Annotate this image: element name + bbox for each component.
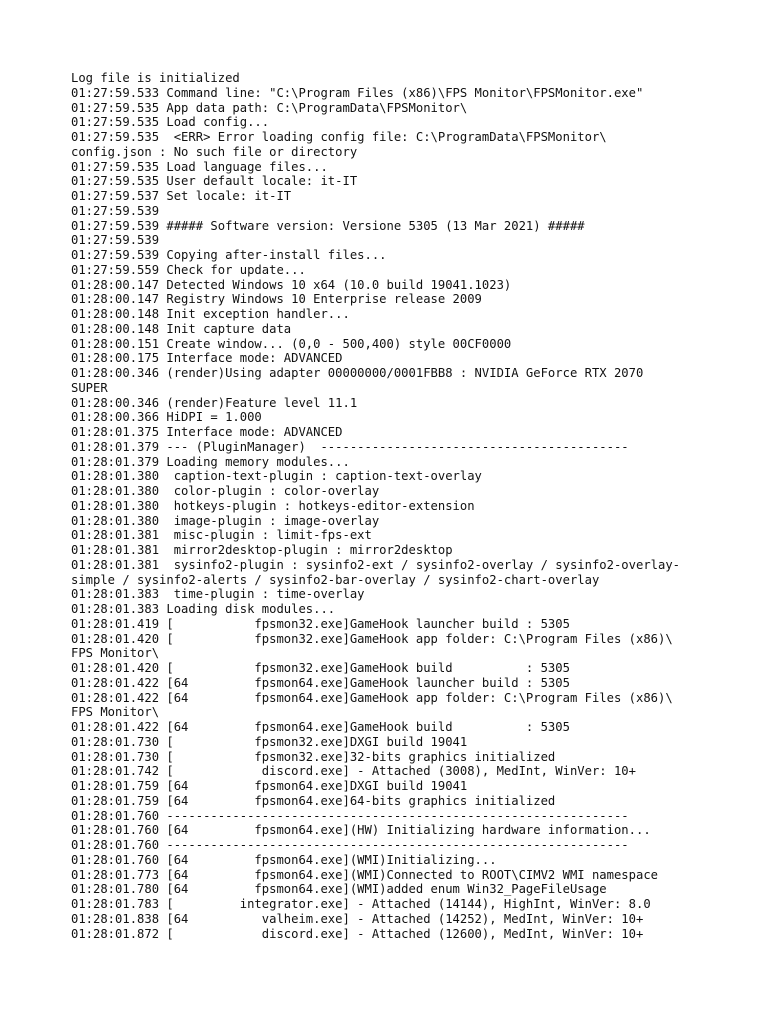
log-line: 01:28:00.175 Interface mode: ADVANCED [71, 351, 343, 366]
log-line: 01:28:01.422 [64 fpsmon64.exe]GameHook app folder: C:\Program Files (x86)\ [71, 690, 673, 705]
log-line: 01:28:01.383 time-plugin : time-overlay [71, 587, 365, 602]
log-line: 01:27:59.533 Command line: "C:\Program Files (x86)\FPS Monitor\FPSMonitor.exe" [71, 85, 644, 100]
log-line: FPS Monitor\ [71, 646, 160, 661]
log-line: 01:28:01.383 Loading disk modules... [71, 602, 336, 616]
log-line: 01:28:00.346 (render)Feature level 11.1 [71, 395, 358, 410]
log-line: 01:27:59.537 Set locale: it-IT [71, 189, 292, 203]
log-line: 01:28:00.148 Init exception handler... [71, 307, 350, 321]
log-line: 01:28:01.773 [64 fpsmon64.exe](WMI)Connected to ROOT\CIMV2 WMI namespace [71, 867, 658, 882]
log-line: 01:28:01.759 [64 fpsmon64.exe]DXGI build 19041 [71, 779, 468, 793]
log-line: 01:27:59.559 Check for update... [71, 262, 306, 277]
log-line: 01:28:00.147 Detected Windows 10 x64 (10.0 build 19041.1023) [71, 277, 512, 292]
log-line: 01:27:59.535 Load config... [71, 115, 270, 130]
log-text [71, 71, 711, 941]
log-line: 01:28:00.346 (render)Using adapter 00000000/0001FBB8 : NVIDIA GeForce RTX 2070 [71, 366, 644, 380]
log-line: 01:28:00.147 Registry Windows 10 Enterprise release 2009 [71, 292, 482, 307]
log-line: SUPER [71, 380, 108, 395]
log-line: 01:28:01.838 [64 valheim.exe] - Attached (14252), MedInt, WinVer: 10+ [71, 911, 644, 926]
log-line: 01:27:59.539 ##### Software version: Versione 5305 (13 Mar 2021) ##### [71, 218, 585, 233]
log-line: 01:28:01.780 [64 fpsmon64.exe](WMI)added enum Win32_PageFileUsage [71, 882, 607, 897]
log-line: 01:28:01.381 misc-plugin : limit-fps-ext [71, 528, 372, 543]
log-line: 01:27:59.535 App data path: C:\ProgramData\FPSMonitor\ [71, 100, 468, 115]
log-line: 01:28:01.420 [ fpsmon32.exe]GameHook app folder: C:\Program Files (x86)\ [71, 631, 673, 646]
log-line: 01:28:00.148 Init capture data [71, 321, 292, 336]
log-line: 01:28:01.422 [64 fpsmon64.exe]GameHook build : 5305 [71, 720, 570, 734]
log-line: 01:28:00.151 Create window... (0,0 - 500,400) style 00CF0000 [71, 336, 512, 351]
log-line: 01:28:01.380 hotkeys-plugin : hotkeys-editor-extension [71, 498, 475, 513]
log-line: 01:28:01.380 color-plugin : color-overlay [71, 484, 380, 498]
log-line: 01:28:01.759 [64 fpsmon64.exe]64-bits graphics initialized [71, 793, 556, 808]
log-line: 01:27:59.535 Load language files... [71, 159, 328, 174]
log-line: 01:28:01.760 [64 fpsmon64.exe](WMI)Initializing... [71, 852, 497, 867]
log-line: 01:28:01.760 [64 fpsmon64.exe](HW) Initializing hardware information... [71, 823, 651, 838]
log-line: 01:27:59.535 User default locale: it-IT [71, 174, 358, 189]
log-line: 01:28:01.381 mirror2desktop-plugin : mirror2desktop [71, 543, 453, 557]
log-line: 01:28:01.375 Interface mode: ADVANCED [71, 425, 343, 439]
log-line: 01:27:59.539 [71, 203, 160, 218]
log-line: 01:28:01.381 sysinfo2-plugin : sysinfo2-ext / sysinfo2-overlay / sysinfo2-overlay- [71, 557, 681, 572]
log-line: 01:28:01.380 image-plugin : image-overlay [71, 513, 380, 528]
log-line: config.json : No such file or directory [71, 144, 358, 159]
log-line: 01:27:59.539 [71, 233, 160, 248]
log-line: 01:28:01.783 [ integrator.exe] - Attached (14144), HighInt, WinVer: 8.0 [71, 897, 651, 911]
log-line: simple / sysinfo2-alerts / sysinfo2-bar-overlay / sysinfo2-chart-overlay [71, 572, 600, 587]
log-line: 01:28:01.420 [ fpsmon32.exe]GameHook build : 5305 [71, 661, 570, 675]
log-line: 01:27:59.535 <ERR> Error loading config file: C:\ProgramData\FPSMonitor\ [71, 130, 607, 144]
log-line: 01:28:01.760 --------------------------------------------------------------- [71, 838, 629, 852]
log-line: 01:27:59.539 Copying after-install files... [71, 248, 387, 262]
log-line: 01:28:01.872 [ discord.exe] - Attached (12600), MedInt, WinVer: 10+ [71, 926, 644, 941]
log-line: 01:28:01.730 [ fpsmon32.exe]32-bits graphics initialized [71, 749, 556, 764]
log-line: 01:28:00.366 HiDPI = 1.000 [71, 410, 262, 425]
log-line: 01:28:01.760 --------------------------------------------------------------- [71, 808, 629, 823]
log-line: 01:28:01.379 Loading memory modules... [71, 454, 350, 469]
log-line: 01:28:01.422 [64 fpsmon64.exe]GameHook launcher build : 5305 [71, 675, 570, 690]
log-line: 01:28:01.379 --- (PluginManager) ------------------------------------------ [71, 439, 629, 454]
log-line: 01:28:01.742 [ discord.exe] - Attached (3008), MedInt, WinVer: 10+ [71, 764, 636, 779]
log-line: Log file is initialized [71, 71, 240, 85]
log-line: FPS Monitor\ [71, 705, 160, 720]
log-line: 01:28:01.419 [ fpsmon32.exe]GameHook launcher build : 5305 [71, 616, 570, 631]
log-line: 01:28:01.730 [ fpsmon32.exe]DXGI build 19041 [71, 734, 468, 749]
log-line: 01:28:01.380 caption-text-plugin : caption-text-overlay [71, 469, 482, 484]
